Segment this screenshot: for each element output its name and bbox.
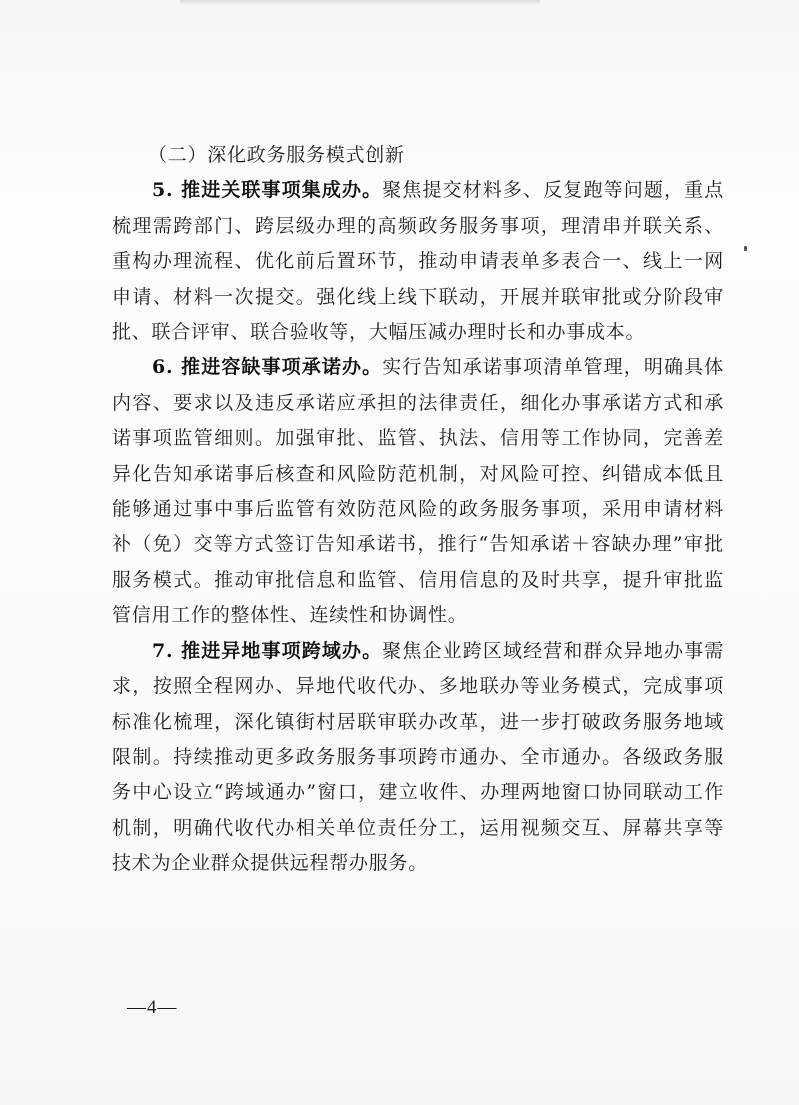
item-5-body: 聚焦提交材料多、反复跑等问题，重点梳理需跨部门、跨层级办理的高频政务服务事项，理清串并联关系、重构办理流程、优化前后置环节，推动申请表单多表合一、线上一网申请、材料一次提交。强化线上线下联动，开展并联审批或分阶段审批、联合评审、联合验收等，大幅压减办理时长和办事成本。 [112, 179, 724, 344]
scan-speck [744, 246, 747, 251]
scan-top-shadow [180, 0, 540, 5]
paragraph-item-5 [112, 173, 724, 350]
section-heading: （二）深化政务服务模式创新 [148, 144, 405, 166]
item-6-body: 实行告知承诺事项清单管理，明确具体内容、要求以及违反承诺应承担的法律责任，细化办事承诺方式和承诺事项监管细则。加强审批、监管、执法、信用等工作协同，完善差异化告知承诺事后核查和风险防范机制，对风险可控、纠错成本低且能够通过事中事后监管有效防范风险的政务服务事项，采用申请材料补（免）交等方式签订告知承诺书，推行“告知承诺＋容缺办理”审批服务模式。推动审批信息和监管、信用信息的及时共享，提升审批监管信用工作的整体性、连续性和协调性。 [112, 356, 724, 627]
item-6-title: 6. 推进容缺事项承诺办。 [152, 356, 383, 379]
item-7-title: 7. 推进异地事项跨域办。 [152, 639, 383, 662]
document-body [112, 138, 724, 882]
page-number: —4— [127, 997, 178, 1018]
item-5-title: 5. 推进关联事项集成办。 [152, 179, 383, 202]
item-7-body: 聚焦企业跨区域经营和群众异地办事需求，按照全程网办、异地代收代办、多地联办等业务模式，完成事项标准化梳理，深化镇街村居联审联办改革，进一步打破政务服务地域限制。持续推动更多政务服务事项跨市通办、全市通办。各级政务服务中心设立“跨域通办”窗口，建立收件、办理两地窗口协同联动工作机制，明确代收代办相关单位责任分工，运用视频交互、屏幕共享等技术为企业群众提供远程帮办服务。 [112, 639, 724, 875]
paragraph-item-7 [112, 634, 724, 882]
paragraph-item-6 [112, 350, 724, 633]
